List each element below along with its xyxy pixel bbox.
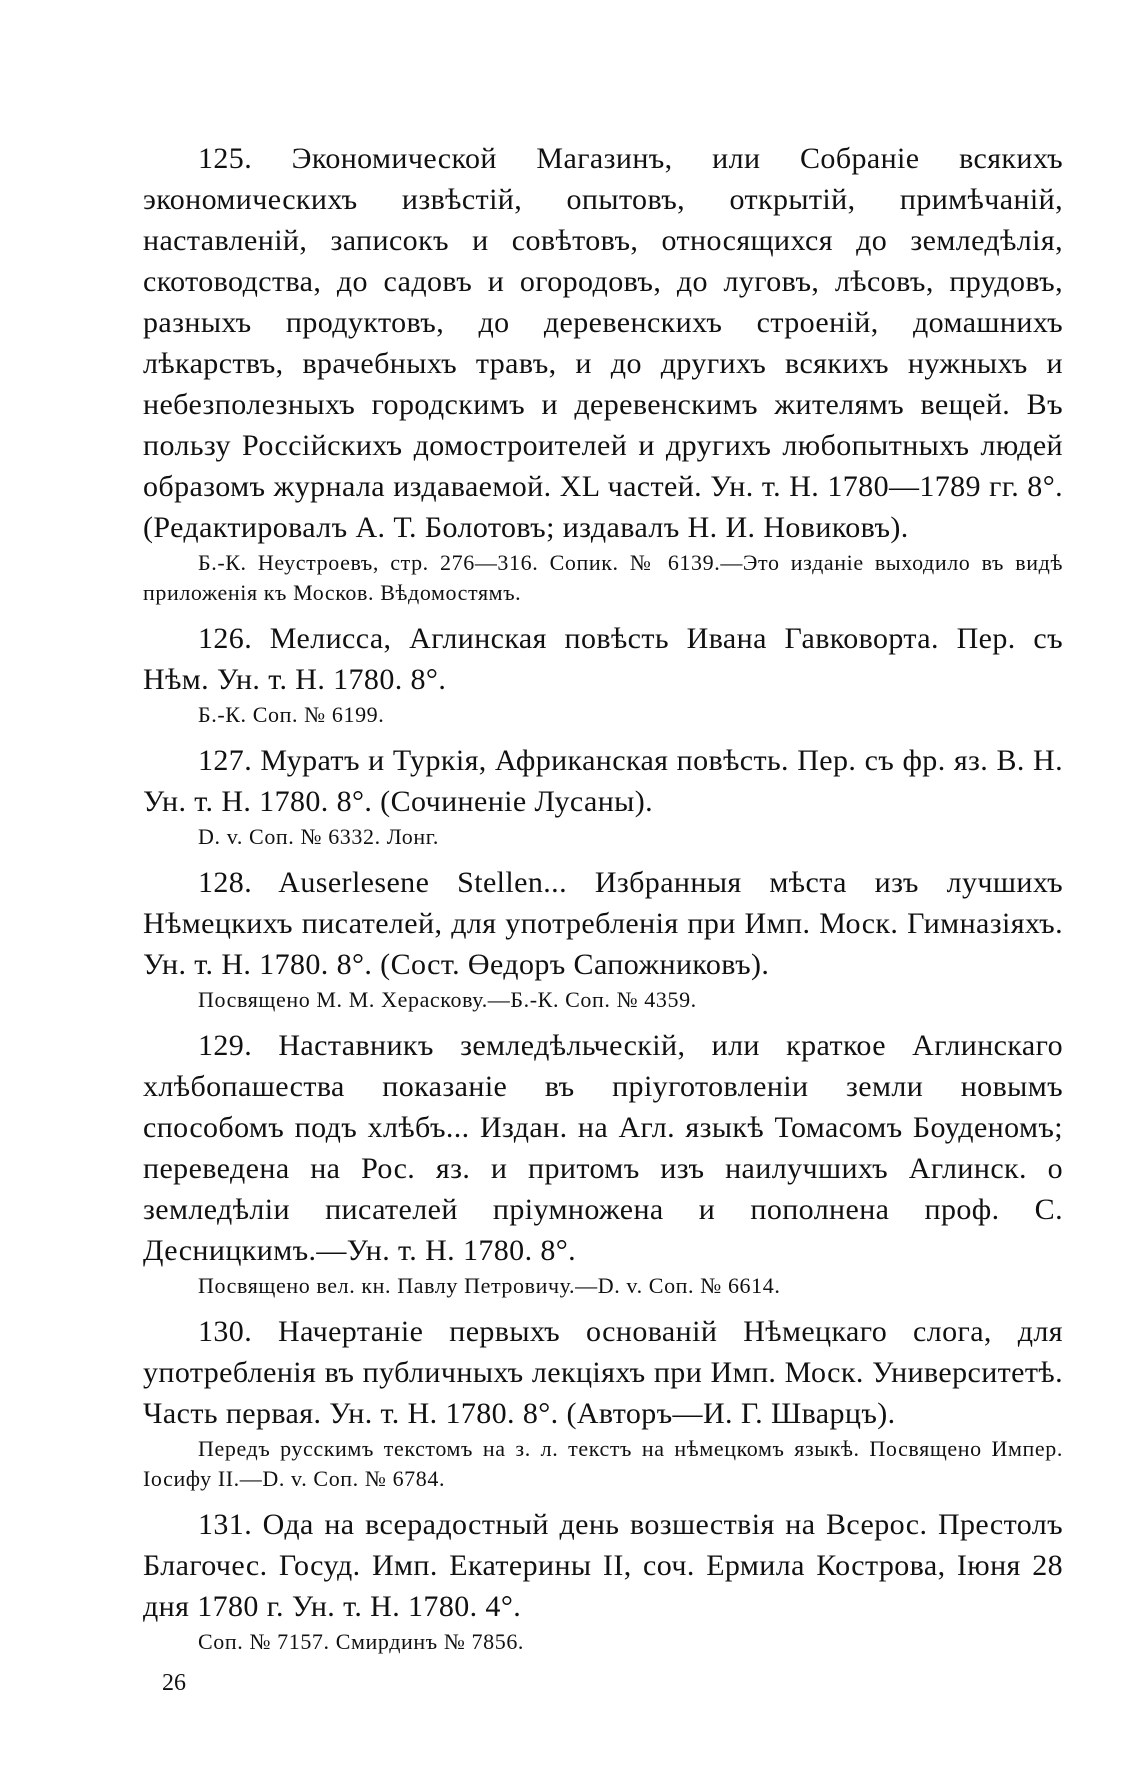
entry-129-note: Посвящено вел. кн. Павлу Петровичу.—D. v. Соп. № 6614. (198, 1273, 781, 1298)
entry-126-note: Б.-К. Соп. № 6199. (198, 702, 385, 727)
page-number: 26 (162, 1670, 186, 1696)
entry-129: 129. Наставникъ земледѣльческій, или краткое Аглинскаго хлѣбопашества показаніе въ пріуготовленіи земли новымъ способомъ подъ хлѣбъ... Издан. на Агл. языкѣ Томасомъ Боуденомъ; переведена на Рос. яз. и притомъ изъ наилучшихъ Аглинск. о земледѣліи писателей пріумножена и пополнена проф. С. Десницкимъ.—Ун. т. Н. 1780. 8°. (143, 1029, 1063, 1267)
entry-128-note: Посвящено М. М. Хераскову.—Б.-К. Соп. № 4359. (198, 987, 697, 1012)
entry-131-note: Соп. № 7157. Смирдинъ № 7856. (198, 1629, 525, 1654)
entry-130-note: Передъ русскимъ текстомъ на з. л. текстъ на нѣмецкомъ языкѣ. Посвящено Импер. Іосифу II.—D. v. Соп. № 6784. (143, 1436, 1063, 1491)
entry-127-note: D. v. Соп. № 6332. Лонг. (198, 824, 439, 849)
entry-127: 127. Муратъ и Туркія, Африканская повѣсть. Пер. съ фр. яз. В. Н. Ун. т. Н. 1780. 8°. (Сочиненіе Лусаны). (143, 744, 1063, 818)
entry-131: 131. Ода на всерадостный день возшествія на Всерос. Престолъ Благочес. Госуд. Имп. Екатерины II, соч. Ермила Кострова, Іюня 28 дня 1780 г. Ун. т. Н. 1780. 4°. (143, 1508, 1063, 1623)
entry-130: 130. Начертаніе первыхъ основаній Нѣмецкаго слога, для употребленія въ публичныхъ лекціяхъ при Имп. Моск. Университетѣ. Часть первая. Ун. т. Н. 1780. 8°. (Авторъ—И. Г. Шварцъ). (143, 1315, 1063, 1430)
entry-125-note: Б.-К. Неустроевъ, стр. 276—316. Сопик. № 6139.—Это изданіе выходило въ видѣ приложенія къ Москов. Вѣдомостямъ. (143, 550, 1063, 605)
entry-125: 125. Экономической Магазинъ, или Собраніе всякихъ экономическихъ извѣстій, опытовъ, открытій, примѣчаній, наставленій, записокъ и совѣтовъ, относящихся до земледѣлія, скотоводства, до садовъ и огородовъ, до луговъ, лѣсовъ, прудовъ, разныхъ продуктовъ, до деревенскихъ строеній, домашнихъ лѣкарствъ, врачебныхъ травъ, и до другихъ всякихъ нужныхъ и небезполезныхъ городскимъ и деревенскимъ жителямъ вещей. Въ пользу Россійскихъ домостроителей и другихъ любопытныхъ людей образомъ журнала издаваемой. XL частей. Ун. т. Н. 1780—1789 гг. 8°. (Редактировалъ А. Т. Болотовъ; издавалъ Н. И. Новиковъ). (143, 142, 1063, 544)
page-body (143, 138, 1063, 1667)
entry-128: 128. Auserlesene Stellen... Избранныя мѣста изъ лучшихъ Нѣмецкихъ писателей, для употребленія при Имп. Моск. Гимназіяхъ. Ун. т. Н. 1780. 8°. (Сост. Өедоръ Сапожниковъ). (143, 866, 1063, 981)
entry-126: 126. Мелисса, Аглинская повѣсть Ивана Гавковорта. Пер. съ Нѣм. Ун. т. Н. 1780. 8°. (143, 622, 1063, 696)
